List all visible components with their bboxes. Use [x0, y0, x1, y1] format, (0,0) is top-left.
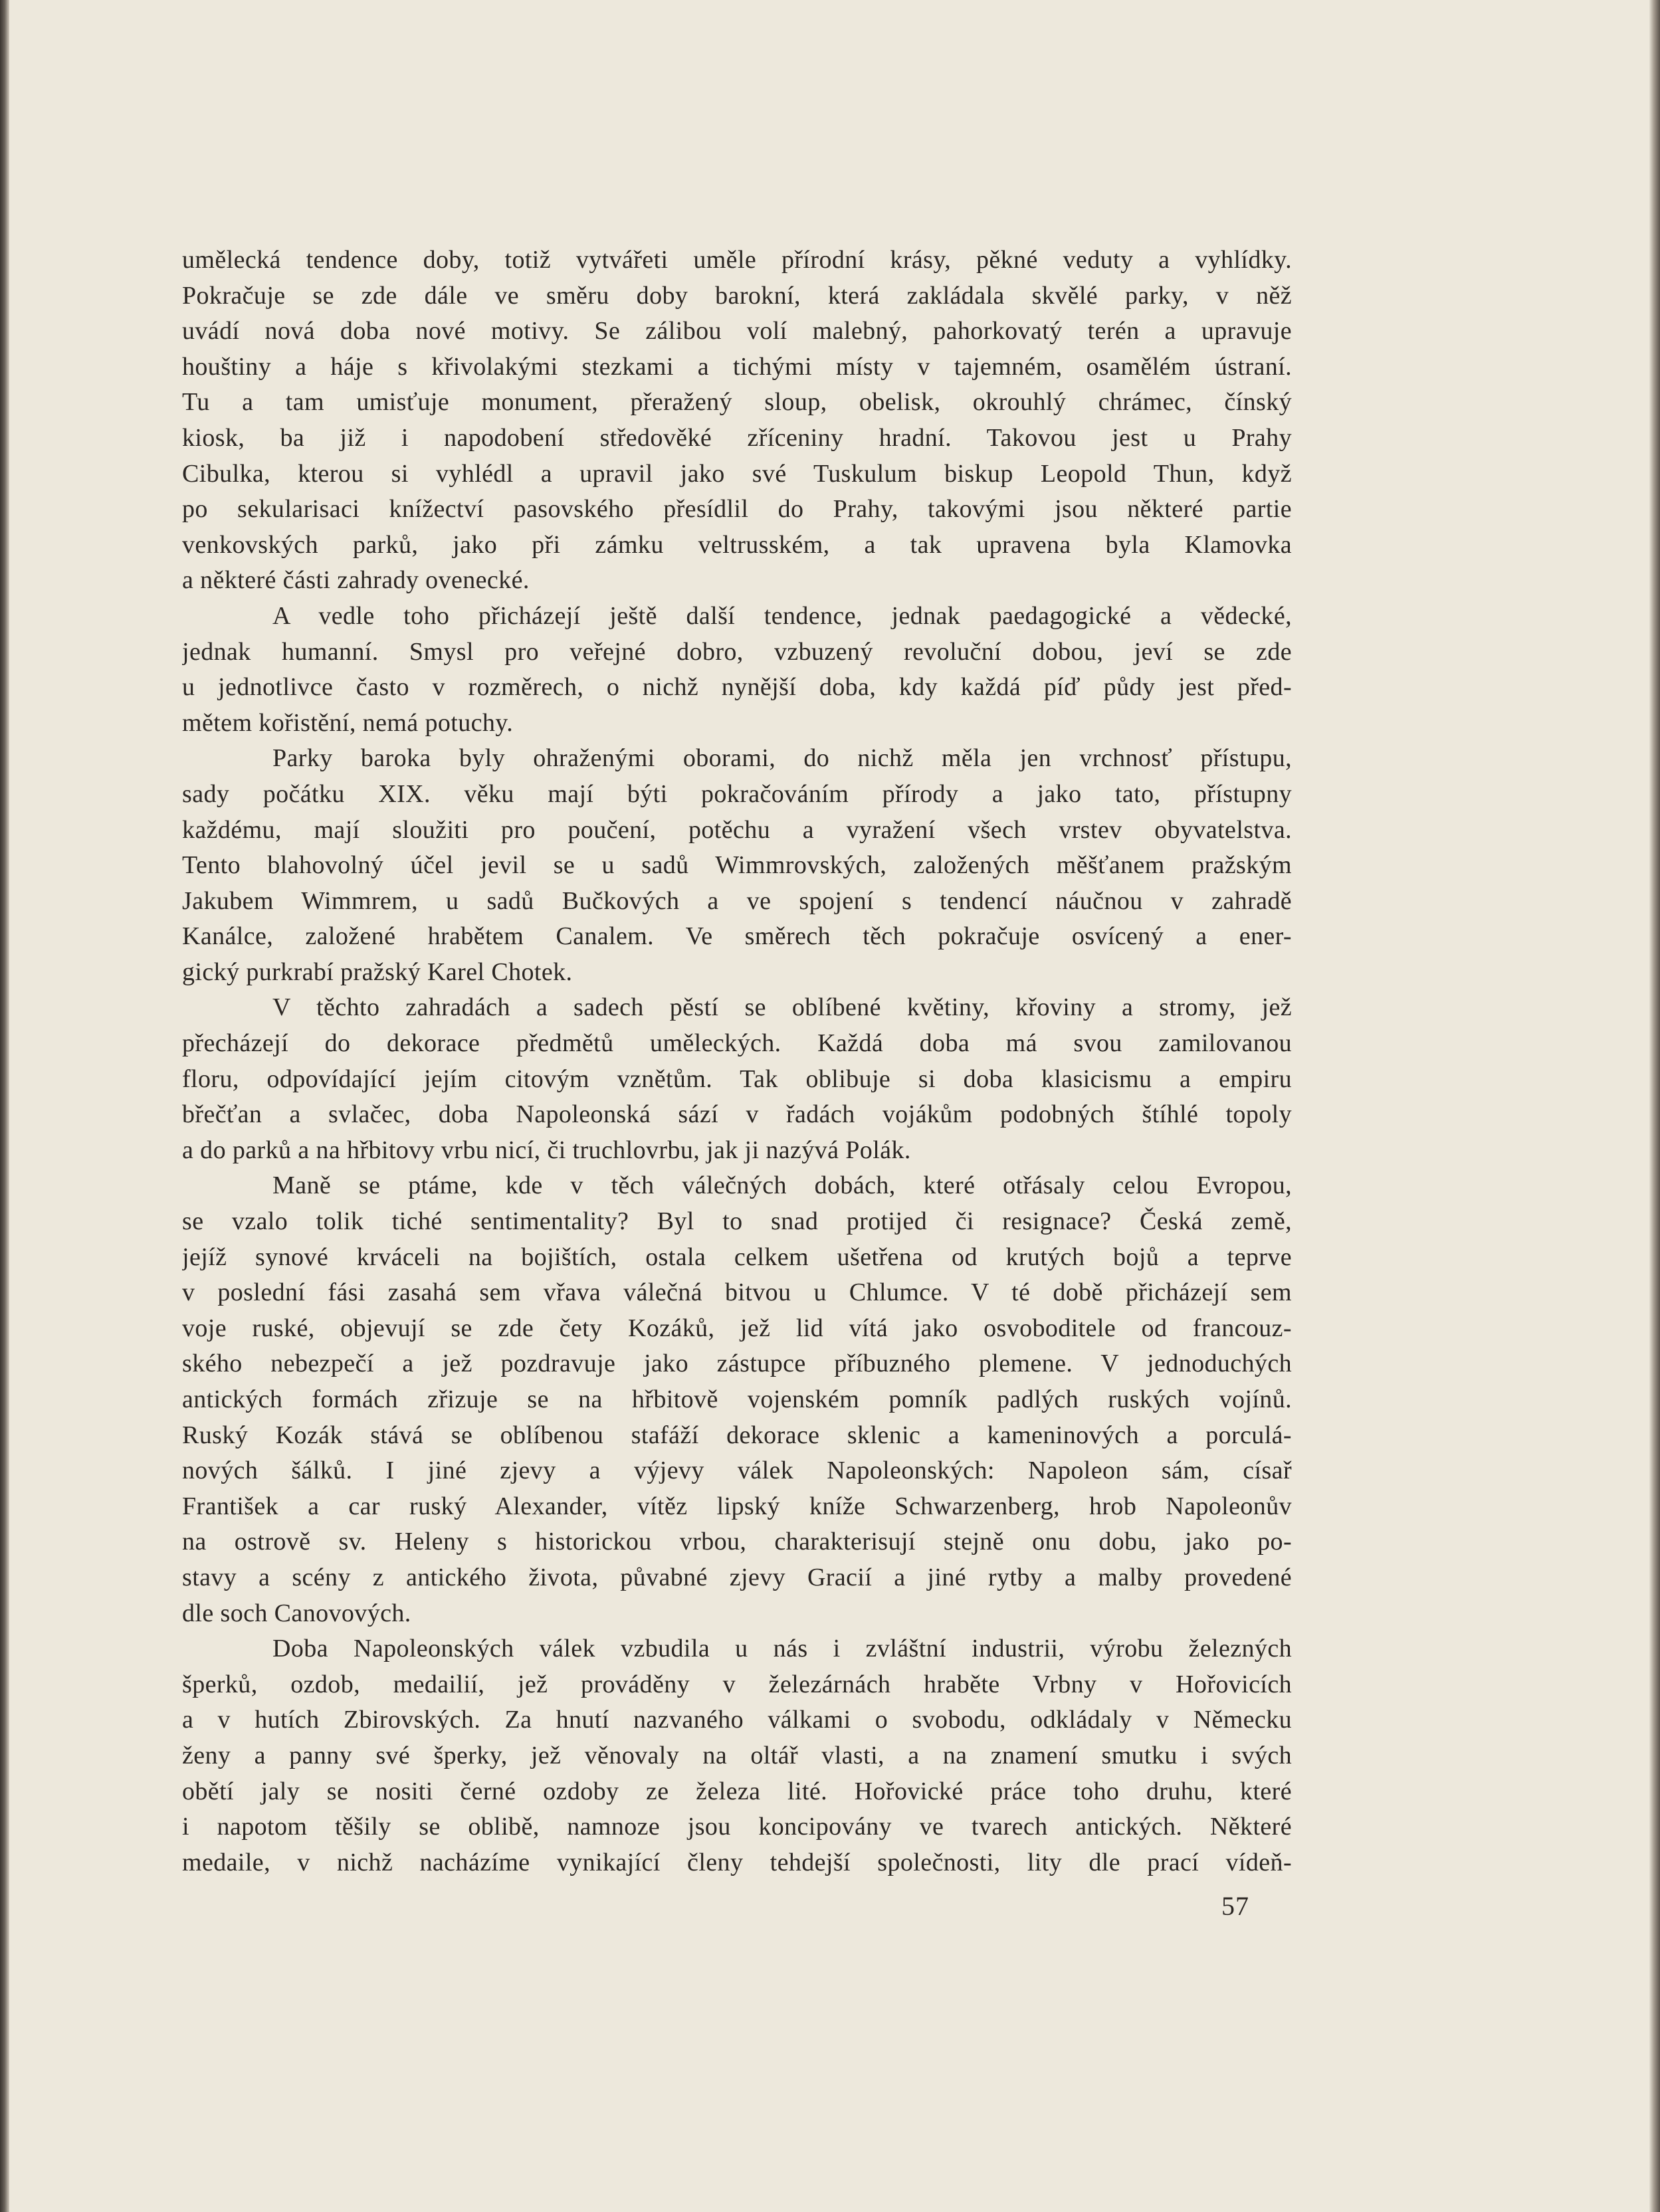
text-line: umělecká tendence doby, totiž vytvářeti uměle přírodní krásy, pěkné veduty a vyhlídky.: [182, 246, 1292, 274]
text-line: na ostrově sv. Heleny s historickou vrbou, charakterisují stejně onu dobu, jako po-: [182, 1528, 1292, 1556]
text-line: nových šálků. I jiné zjevy a výjevy válek Napoleonských: Napoleon sám, císař: [182, 1457, 1292, 1485]
text-line: v poslední fási zasahá sem vřava válečná bitvou u Chlumce. V té době přicházejí sem: [182, 1278, 1292, 1307]
text-line: medaile, v nichž nacházíme vynikající členy tehdejší společnosti, lity dle prací vídeň-: [182, 1848, 1292, 1876]
text-line: Maně se ptáme, kde v těch válečných dobách, které otřásaly celou Evropou,: [272, 1171, 1292, 1200]
text-line: kiosk, ba již i napodobení středověké zříceniny hradní. Takovou jest u Prahy: [182, 423, 1292, 452]
text-line: u jednotlivce často v rozměrech, o nichž nynější doba, kdy každá píď půdy jest před-: [182, 673, 1292, 702]
text-line: František a car ruský Alexander, vítěz lipský kníže Schwarzenberg, hrob Napoleonův: [182, 1492, 1292, 1520]
text-line: venkovských parků, jako při zámku veltrusském, a tak upravena byla Klamovka: [182, 530, 1292, 559]
text-line: gický purkrabí pražský Karel Chotek.: [182, 957, 573, 986]
text-line: a do parků a na hřbitovy vrbu nicí, či truchlovrbu, jak ji nazývá Polák.: [182, 1136, 911, 1164]
text-line: stavy a scény z antického života, půvabné zjevy Gracií a jiné rytby a malby provedené: [182, 1563, 1292, 1591]
text-line: břečťan a svlačec, doba Napoleonská sází v řadách vojákům podobných štíhlé topoly: [182, 1100, 1292, 1129]
text-line: se vzalo tolik tiché sentimentality? Byl to snad protijed či resignace? Česká země,: [182, 1207, 1292, 1236]
page-number: 57: [1221, 1891, 1249, 1921]
page-right-edge: [1649, 0, 1660, 2212]
text-line: Tu a tam umisťuje monument, přeražený sloup, obelisk, okrouhlý chrámec, čínský: [182, 388, 1292, 417]
page-left-edge: [0, 0, 9, 2212]
text-line: Doba Napoleonských válek vzbudila u nás i zvláštní industrii, výrobu železných: [272, 1635, 1292, 1663]
text-line: uvádí nová doba nové motivy. Se zálibou volí malebný, pahorkovatý terén a upravuje: [182, 317, 1292, 346]
text-line: jejíž synové krváceli na bojištích, ostala celkem ušetřena od krutých bojů a teprve: [182, 1243, 1292, 1271]
text-line: antických formách zřizuje se na hřbitově vojenském pomník padlých ruských vojínů.: [182, 1385, 1292, 1413]
text-line: A vedle toho přicházejí ještě další tendence, jednak paedagogické a vědecké,: [272, 601, 1292, 630]
text-line: i napotom těšily se oblibě, namnoze jsou koncipovány ve tvarech antických. Některé: [182, 1813, 1292, 1841]
text-line: šperků, ozdob, medailií, jež prováděny v železárnách hraběte Vrbny v Hořovicích: [182, 1670, 1292, 1698]
text-line: ženy a panny své šperky, jež věnovaly na oltář vlasti, a na znamení smutku i svých: [182, 1741, 1292, 1769]
text-line: houštiny a háje s křivolakými stezkami a tichými místy v tajemném, osamělém ústraní.: [182, 352, 1292, 381]
book-page: [8, 0, 1649, 2212]
text-line: floru, odpovídající jejím citovým vznětům. Tak oblibuje si doba klasicismu a empiru: [182, 1064, 1292, 1093]
text-line: Parky baroka byly ohraženými oborami, do nichž měla jen vrchnosť přístupu,: [272, 744, 1292, 773]
text-line: Jakubem Wimmrem, u sadů Bučkových a ve spojení s tendencí náučnou v zahradě: [182, 886, 1292, 915]
body-text: [182, 243, 1292, 1880]
text-line: V těchto zahradách a sadech pěstí se oblíbené květiny, křoviny a stromy, jež: [272, 993, 1292, 1022]
text-line: a některé části zahrady ovenecké.: [182, 566, 530, 595]
text-line: Tento blahovolný účel jevil se u sadů Wimmrovských, založených měšťanem pražským: [182, 851, 1292, 880]
text-line: po sekularisaci knížectví pasovského přesídlil do Prahy, takovými jsou některé partie: [182, 495, 1292, 524]
text-line: Kanálce, založené hrabětem Canalem. Ve směrech těch pokračuje osvícený a ener-: [182, 922, 1292, 951]
text-line: voje ruské, objevují se zde čety Kozáků, jež lid vítá jako osvoboditele od francouz-: [182, 1314, 1292, 1342]
text-line: ského nebezpečí a jež pozdravuje jako zástupce příbuzného plemene. V jednoduchých: [182, 1350, 1292, 1378]
text-line: přecházejí do dekorace předmětů uměleckých. Každá doba má svou zamilovanou: [182, 1029, 1292, 1058]
text-line: Cibulka, kterou si vyhlédl a upravil jako své Tuskulum biskup Leopold Thun, když: [182, 459, 1292, 488]
text-line: Ruský Kozák stává se oblíbenou stafáží dekorace sklenic a kameninových a porculá-: [182, 1421, 1292, 1449]
text-line: sady počátku XIX. věku mají býti pokračováním přírody a jako tato, přístupny: [182, 779, 1292, 808]
text-line: a v hutích Zbirovských. Za hnutí nazvaného válkami o svobodu, odkládaly v Německu: [182, 1706, 1292, 1734]
text-line: každému, mají sloužiti pro poučení, potěchu a vyražení všech vrstev obyvatelstva.: [182, 815, 1292, 844]
text-line: mětem kořistění, nemá potuchy.: [182, 708, 514, 737]
text-line: Pokračuje se zde dále ve směru doby barokní, která zakládala skvělé parky, v něž: [182, 281, 1292, 310]
text-line: obětí jaly se nositi černé ozdoby ze železa lité. Hořovické práce toho druhu, které: [182, 1777, 1292, 1805]
text-line: dle soch Canovových.: [182, 1599, 411, 1627]
text-line: jednak humanní. Smysl pro veřejné dobro, vzbuzený revoluční dobou, jeví se zde: [182, 637, 1292, 666]
